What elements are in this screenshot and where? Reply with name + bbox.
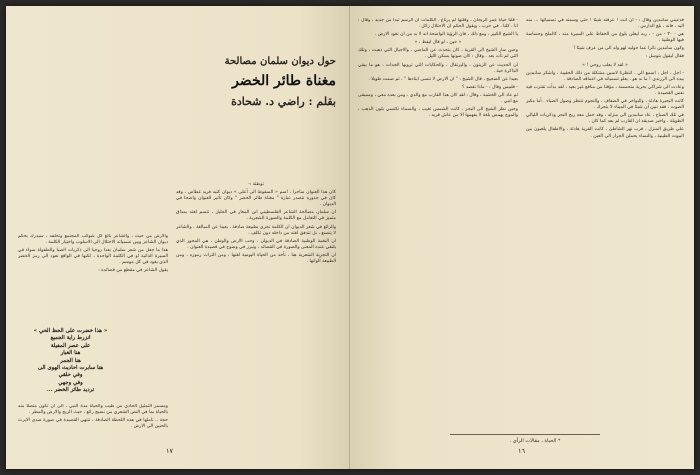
- left-page-left-column: [18, 234, 168, 326]
- paragraph: - قلبيس وقال : - ماذا تقصد ؟: [462, 84, 518, 90]
- right-page-left-column: [358, 18, 518, 426]
- paragraph: والرائع في شعر الديوان ان الكلمة تجري بطبيعة صادقة ، بعيدا عن المبالغة ، والشاعر لا يتصنع ، بل تتدفق لغته من داخله دون تكلف .: [176, 224, 336, 236]
- left-page-middle-column: [176, 182, 336, 437]
- right-page-right-column: [526, 18, 684, 426]
- poem-line: « هذا خضرت على الحظ الحي »: [33, 328, 108, 334]
- page-number-right: ١٦: [518, 447, 525, 455]
- poem-line: هنا الغبار: [60, 350, 81, 357]
- poem-line: ترديد طائر الخضر ...: [46, 387, 95, 394]
- paragraph: كانت البحيرة هادئة ، والبواخر في الضفاف ، والنجوم تنتظر وصول الضياء . أما مكبر الصوت ، فقد تبين أن شيئا في الميناء لا يتحرك .: [526, 99, 684, 111]
- paragraph: « لقد لا يعلب روحي ! »: [582, 62, 628, 68]
- left-page-bottom-text: [18, 404, 168, 440]
- poem-line: انزرط راية الجميع: [50, 335, 91, 342]
- paragraph: كان هذا العنوان ساحرا ، اسم « السقوط الى أعلى » ديوان كتبه فريد غطاس ، وقد كان في جذوره تتصدر عبارة " مغناة طائر الخضر " وكان تأثير العنوان واضحا في الديوان .: [176, 190, 336, 208]
- paragraph: - قلنا حياة عمر الريحان ، وقلتها لم يرتاع . الكلمات ان الرسم تبدا من جديد ، وقال : انا ، كلنا ، في حرب ، ويقول الحكم ان الاحتلال زائل .: [358, 18, 518, 30]
- paragraph: ان الحديث عن الزيتون ، والبرتقال ، والحكايات التي ترويها الجدات ، هو ما يبقي الذاكرة حية .: [358, 62, 518, 74]
- paragraph: وكون سانبدين نائرا عما حوليه لهو ولد الى من عرف شيئا !: [573, 46, 684, 52]
- paragraph: ان سلمان مصالحة الشاعر الفلسطيني ابن المغار في الجليل ، تتسم لغته بمذاق متميز في التعامل مع الكلمة والصورة الشعرية .: [176, 210, 336, 222]
- paragraph: في تلك الصباح ، عاد سانبدين الى منزله ، وقد حمل معه ريح البحر وذكريات الليالي الطويلة ، واخبر صديقه ان القارب لم يعد كما كان .: [526, 113, 684, 125]
- right-page: [350, 6, 694, 469]
- paragraph: وعادت الى شراكي بحرية متحمسة ، مؤقتا من مناقع غير بعيد ، لقد بدأت تقترب فيه نفس القصيدة .: [526, 84, 684, 96]
- paragraph: وحين نظر الشيخ الى البحر ، كانت الشمس تغيب ، والسماء تكتسي بلون الذهب ، والموج يهمس بلغة لا يفهمها الا من عاش قربه .: [358, 107, 518, 119]
- poem-excerpt: [18, 328, 123, 395]
- paragraph: ومسمر التمثيل الحادي من طيب والحياة مدة النبي ، الى ان تكون متصلا منه بالحياة بما في النص الشعري من نسيج رائع ، حيث الريح والارض والمطر .: [18, 404, 168, 416]
- paragraph: والارض من حيث ، والشاعر بالغ كل شوائب المجتمع وتخلفه ، سيدرك بحكم ديوان الشاعر وبين تسمياته الاحتلال الى الاسلوب واختيار الكلمة .: [18, 234, 168, 246]
- poem-line: على عصر المفيلة: [50, 342, 91, 349]
- paragraph: هي - ٣٠ - من - ، ربه ليعلن بلوغ من الحفاظ على السيرة منه ، كالملح وحساسة فيها الوطنية .: [526, 32, 684, 44]
- paragraph: « حين ، لو قال ليفظ ، »: [414, 40, 462, 46]
- poem-line: هنا الجمر: [60, 357, 81, 364]
- footnote: * الحياة ، مقالات الرأي .: [509, 438, 561, 444]
- paragraph: فدعيني سانبدين وقال : - ان انت ! عرفته شيئا ! حتى وسمته في تسمياتها ... منه اليه ، فانه ، بلغ الدارس .: [526, 18, 684, 30]
- poem-line: وفي حلقي: [58, 372, 83, 379]
- paragraph: توطئة :-: [248, 182, 264, 187]
- paragraph: فقال ليقول بتوسل :: [645, 54, 684, 60]
- poem-line: هنا سابرت احاديث الهوى الى: [37, 365, 104, 372]
- paragraph: حجة .. تاملها في هذه اللحظة الصادقة ، تنتهي القصيدة في صورة صدى الايرث بالحنين الى الارض .: [18, 418, 168, 430]
- paragraph: ان التجربة الشعرية هنا ، تأخذ من الحياة اليومية لغتها ، ومن التراث رموزه ، ومن الطبيعة ألوانها .: [176, 252, 336, 265]
- paragraph: - اجل ، اجل ، اسمع الي . انتظرنا لاسين مشكلة من ذلك الحقيبة ، واشكر سانبدين بيده الى الرزندي ! ما ند هو ، يعلو تسمياته في اعماقه الصادقة .: [526, 70, 684, 82]
- paragraph: ان النغمة الوطنية الصادقة في الديوان ، وحب الارض والوطن ، هي المحور الذي يلتقي عنده المعنى والصورة في القصائد ، وتبرز في وضوح في قصيدة العنوان .: [176, 238, 336, 250]
- paragraph: على طريق المنزل ، قرب نهر الشاطئ ، كانت القرية هادئة ، والاطفال يلعبون بين البيوت الطينية ، والنساء يحملن الجرار الى العين .: [526, 127, 684, 139]
- poem-line: وفي وجهي: [58, 379, 83, 386]
- paragraph: يقول الشاعر في مقطع من قصائده :: [98, 268, 168, 274]
- paragraph: بعيدا عن الضجيج ، قال الشيخ : " ان الارض لا تنسى ابناءها " ، ثم صمت طويلا .: [368, 76, 518, 82]
- page-number-left: ١٧: [166, 447, 173, 455]
- article-title-block: [76, 56, 336, 108]
- paragraph: يا الشيخ الكبير ، ومع ذلك ، فان الرؤية الواضحة انه لا بد من ان تعود الارض .: [374, 32, 518, 38]
- footnote-rule: [450, 434, 600, 435]
- article-subtitle: حول ديوان سلمان مصالحة: [224, 56, 336, 67]
- magazine-spread: [6, 6, 694, 469]
- paragraph: ثم عاد الى الخشبة ، وقال : لقد كان هذا القارب مع والدي ، ومن بعده معي ، وسيبقى مع ابني .: [358, 92, 518, 105]
- paragraph: وحين سار الشيخ الى القرية ، كان يتحدث عن الماضي ، والاجيال التي ذهبت ، وتلك التي لم تأت بعد . وقال : كان صوتها يسكن الليل .: [358, 48, 518, 60]
- article-author: بقلم : راضي د. شحادة: [231, 95, 336, 108]
- article-title: مغناة طائر الخضر: [232, 73, 336, 89]
- left-page: [6, 6, 350, 469]
- paragraph: هذا ما جعل من شعر سلمان بعدا روحيا الى ذكريات الصبا والطفولة سواء في السيرة الذاتية او في الكلمة الواحدة ، لكنها في الواقع تعود الى رمز الخضر الذي يعود في كل موسم .: [18, 248, 168, 266]
